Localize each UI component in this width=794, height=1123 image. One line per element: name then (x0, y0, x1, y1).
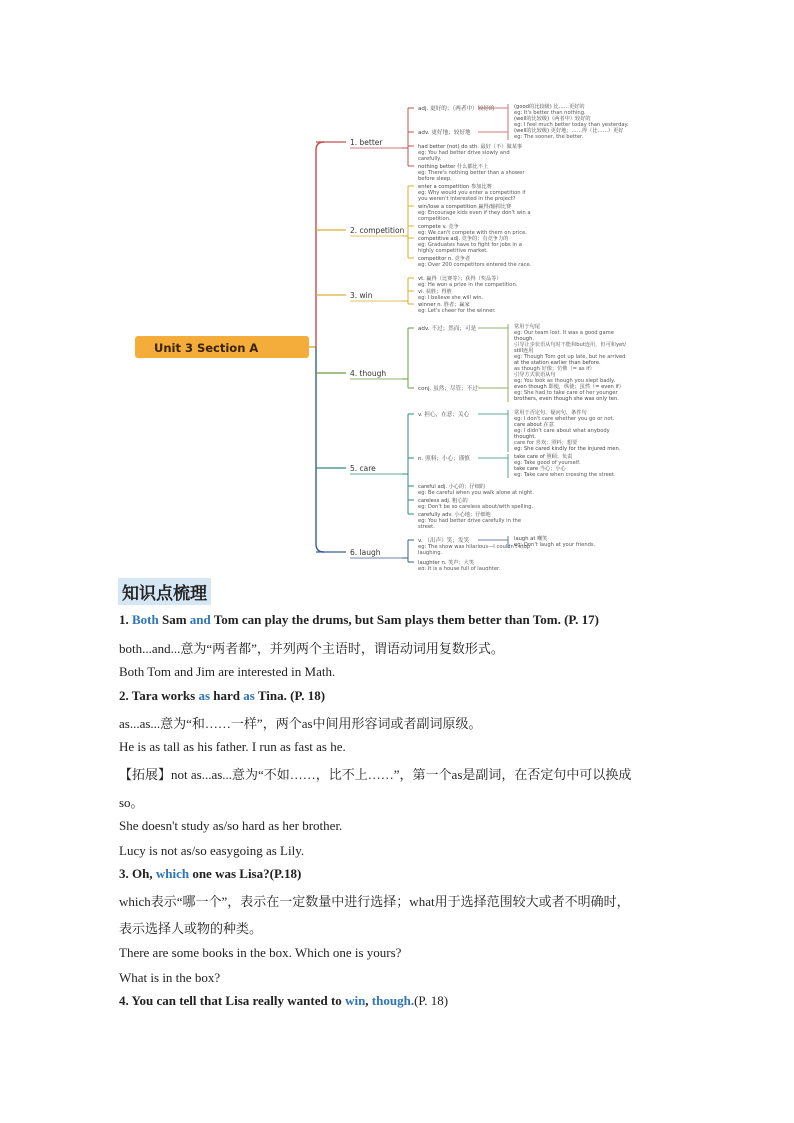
leaf-text: carefully adv. 小心地；仔细地 (418, 512, 491, 518)
leaf-text: street. (418, 524, 435, 530)
sub-text: at the station earlier than before. (514, 360, 601, 366)
item-4-title: 4. You can tell that Lisa really wanted to win, though.(P. 18) (119, 993, 449, 1008)
branch-label: 3. win (350, 291, 373, 300)
leaf-text: nothing better 什么都比不上 (418, 164, 489, 170)
sub-text: (good的比较级) 比……更好的 (514, 104, 585, 110)
item-3-title: 3. Oh, which one was Lisa?(P.18) (119, 866, 302, 881)
sub-text: eg: The sooner, the better. (514, 134, 584, 140)
item-2-extension-cont: so。 (119, 795, 144, 810)
leaf-label: v. 担心，在意；关心 (418, 412, 470, 418)
sub-text: still连用 (514, 348, 534, 354)
leaf-text: eg: The show was hilarious—I couldn't stop (418, 544, 531, 550)
leaf-label: conj. 虽然；尽管；不过 (418, 386, 478, 392)
sub-text: 常用于否定句、疑问句、条件句 (514, 410, 587, 416)
leaf-text: competitive adj. 竞争的；有竞争力的 (418, 236, 509, 242)
branch-label: 6. laugh (350, 548, 381, 557)
leaf-text: laughter n. 笑声；大笑 (418, 560, 475, 566)
item-3-note-cont: 表示选择人或物的种类。 (119, 921, 263, 936)
sub-text: eg: Though Tom got up late, but he arrived (514, 354, 626, 360)
sub-text: care about 在意 (514, 422, 554, 428)
sub-text: eg: Our team lost. It was a good game (514, 330, 614, 336)
leaf-text: you weren't interested in the project? (418, 196, 516, 202)
item-2-extension: 【拓展】not as...as...意为“不如……，比不上……”，第一个as是副词，在否定句中可以换成 (119, 767, 632, 782)
leaf-text: competition. (418, 216, 451, 222)
item-2-title: 2. Tara works as hard as Tina. (P. 18) (119, 688, 326, 703)
leaf-text: eg: It is a house full of laughter. (418, 566, 501, 570)
sub-text: take care 当心；小心 (514, 466, 566, 472)
leaf-text: highly competitive market. (418, 248, 488, 254)
leaf-text: eg: I believe she will win. (418, 295, 484, 301)
leaf-text: eg: Be careful when you walk alone at night. (418, 490, 534, 496)
sub-text: take care of 照顾；负责 (514, 454, 573, 460)
leaf-text: eg: He won a prize in the competition. (418, 282, 518, 288)
leaf-text: win/lose a competition 赢得/输掉比赛 (418, 204, 512, 210)
sub-text: (well的比较级) 更好地；……得（比……）更好 (514, 128, 624, 134)
sub-text: eg: Take care when crossing the street. (514, 472, 616, 478)
leaf-text: competitor n. 竞争者 (418, 256, 471, 262)
leaf-label: v. （出声）笑；发笑 (418, 538, 470, 544)
sub-text: even though 即使，纵使；虽然（= even if） (514, 384, 624, 390)
connector-spine-bottom (316, 347, 324, 552)
sub-text: 引导让步状语从句时不能和but连用，但可和yet/ (514, 342, 627, 348)
sub-text: laugh at 嘲笑 (514, 536, 548, 542)
leaf-text: laughing. (418, 550, 443, 556)
branch-label: 4. though (350, 369, 387, 378)
leaf-label: n. 照料；小心；谨慎 (418, 456, 470, 462)
section-title: 知识点梳理 (118, 578, 211, 605)
leaf-text: vi. 获胜；得胜 (418, 289, 452, 295)
item-2-example: He is as tall as his father. I run as fast as he. (119, 739, 346, 754)
item-3-example-1: There are some books in the box. Which one is yours? (119, 945, 402, 960)
leaf-text: careless adj. 粗心的 (418, 498, 468, 504)
leaf-text: eg: There's nothing better than a shower (418, 170, 525, 176)
item-1-example: Both Tom and Jim are interested in Math. (119, 664, 336, 679)
sub-text: eg: She cared kindly for the injured men. (514, 446, 621, 452)
sub-text: eg: I feel much better today than yesterday. (514, 122, 629, 128)
sub-text: eg: I didn't care about what anybody (514, 428, 610, 434)
sub-text: thought. (514, 434, 537, 440)
leaf-text: enter a competition 参加比赛 (418, 184, 492, 190)
leaf-text: eg: You had better drive carefully in the (418, 518, 522, 524)
leaf-text: eg: You had better drive slowly and (418, 150, 510, 156)
item-3-example-2: What is in the box? (119, 970, 221, 985)
item-2-example-2: She doesn't study as/so hard as her brother. (119, 818, 343, 833)
leaf-text: careful adj. 小心的；仔细的 (418, 484, 485, 490)
leaf-text: eg: Encourage kids even if they don't win a (418, 210, 531, 216)
branch-label: 5. care (350, 464, 376, 473)
leaf-text: eg: Why would you enter a competition if (418, 190, 526, 196)
leaf-label: adv. 不过；然而；可是 (418, 326, 477, 332)
sub-text: 常用于句尾 (514, 324, 540, 330)
sub-text: 引导方式状语从句 (514, 372, 556, 378)
leaf-text: eg: Over 200 competitors entered the race. (418, 262, 532, 268)
sub-text: eg: You look as though you slept badly. (514, 378, 616, 384)
item-3-note: which表示“哪一个”，表示在一定数量中进行选择；what用于选择范围较大或者不明确时， (119, 894, 630, 909)
sub-text: care for 喜欢；照料；想要 (514, 440, 578, 446)
center-label: Unit 3 Section A (154, 341, 259, 355)
sub-text: (well的比较级)（两者中）较好的 (514, 116, 591, 122)
leaf-label: adj. 更好的；（两者中）较好的 (418, 106, 495, 112)
sub-text: as though 好像；仿佛（= as if） (514, 366, 595, 372)
leaf-text: carefully. (418, 156, 442, 162)
branch-label: 1. better (350, 138, 383, 147)
leaf-text: vt. 赢得（比赛等）；获得（奖品等） (418, 276, 502, 282)
branch-label: 2. competition (350, 226, 405, 235)
leaf-text: compete v. 竞争 (418, 224, 459, 230)
connector-spine-top (316, 142, 324, 347)
sub-text: eg: She had to take care of her younger (514, 390, 618, 396)
mind-map (110, 90, 750, 570)
item-1-note: both...and...意为“两者都”，并列两个主语时，谓语动词用复数形式。 (119, 641, 504, 656)
leaf-text: had better (not) do sth. 最好（不）做某事 (418, 144, 523, 150)
item-1-title: 1. Both Sam and Tom can play the drums, but Sam plays them better than Tom. (P. 17) (119, 612, 600, 627)
sub-text: eg: Take good of yourself. (514, 460, 581, 466)
leaf-text: before sleep. (418, 176, 452, 182)
sub-text: eg: It's better than nothing. (514, 110, 586, 116)
sub-text: eg: Don't laugh at your friends. (514, 542, 596, 548)
leaf-text: eg: Let's cheer for the winner. (418, 308, 496, 314)
sub-text: though. (514, 336, 535, 342)
item-2-note: as...as...意为“和……一样”，两个as中间用形容词或者副词原级。 (119, 716, 482, 731)
sub-text: brothers, even though she was only ten. (514, 396, 619, 402)
leaf-text: eg: We can't compete with them on price. (418, 230, 527, 236)
leaf-text: winner n. 胜者；赢家 (418, 302, 470, 308)
sub-text: eg: I don't care whether you go or not. (514, 416, 615, 422)
item-2-example-3: Lucy is not as/so easygoing as Lily. (119, 843, 305, 858)
leaf-label: adv. 更好地；较好地 (418, 130, 471, 136)
leaf-text: eg: Graduates have to fight for jobs in a (418, 242, 522, 248)
leaf-text: eg: Don't be so careless about/with spelling. (418, 504, 534, 510)
